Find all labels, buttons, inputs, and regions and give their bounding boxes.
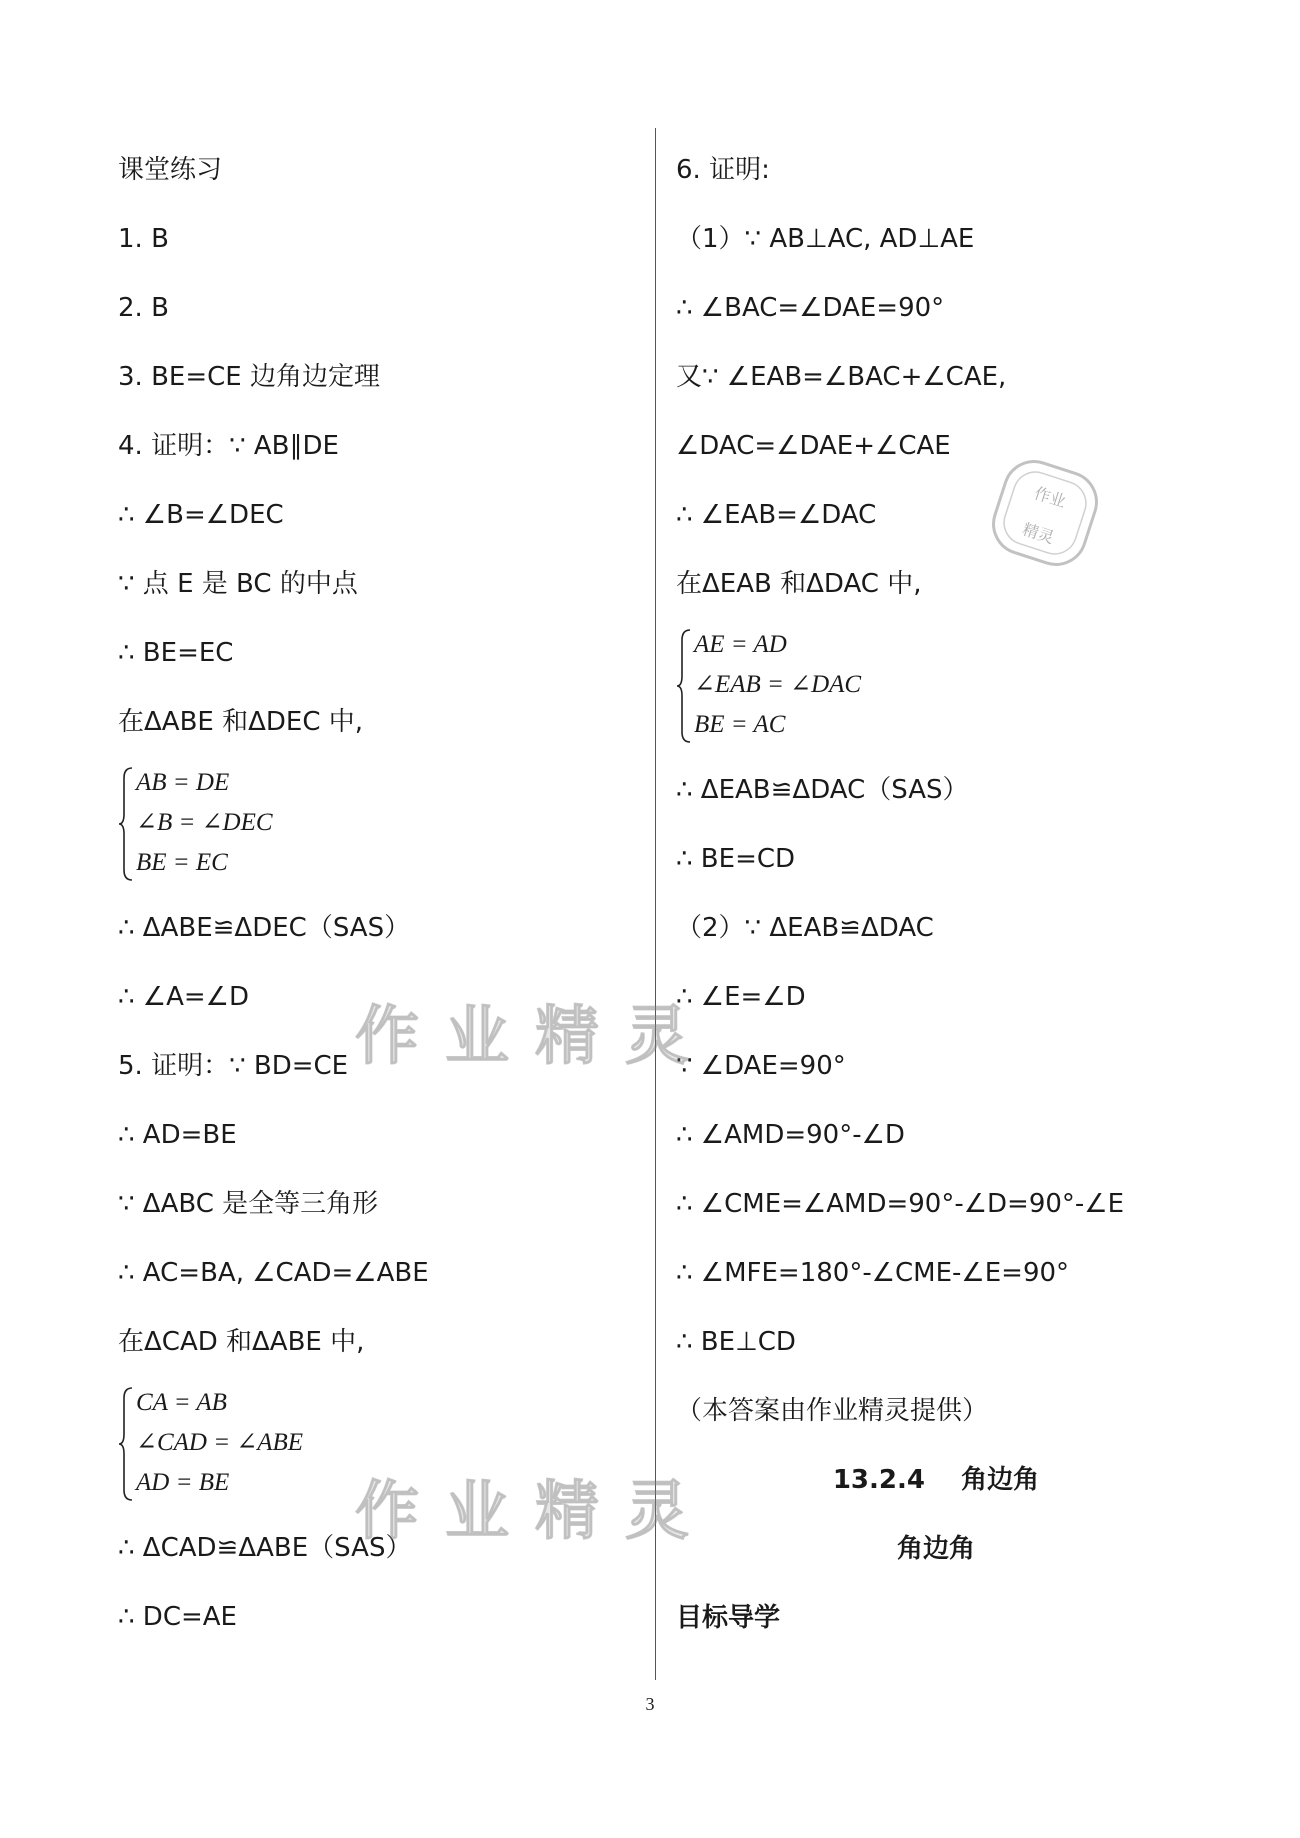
equation-line: AB = DE <box>136 769 230 796</box>
answer-line: 在ΔCAD 和ΔABE 中, <box>118 1327 365 1357</box>
section-heading: 课堂练习 <box>118 155 223 185</box>
equation-line: AE = AD <box>694 631 787 658</box>
equation-system <box>118 764 418 884</box>
brace-icon <box>676 626 694 746</box>
answer-line: （1）∵ AB⊥AC, AD⊥AE <box>676 224 975 254</box>
credit-line: （本答案由作业精灵提供） <box>676 1396 989 1426</box>
answer-line: ∴ ∠A=∠D <box>118 982 250 1012</box>
answer-line: 又∵ ∠EAB=∠BAC+∠CAE, <box>676 362 1007 392</box>
answer-line: ∴ ∠BAC=∠DAE=90° <box>676 293 945 323</box>
equation-line: AD = BE <box>136 1469 230 1496</box>
watermark: 作业精灵 <box>355 1000 715 1074</box>
answer-line: ∵ ΔABC 是全等三角形 <box>118 1189 379 1219</box>
equation-line: BE = EC <box>136 849 228 876</box>
answer-line: ∴ ∠B=∠DEC <box>118 500 284 530</box>
equation-line: CA = AB <box>136 1389 227 1416</box>
goal-heading: 目标导学 <box>676 1603 781 1633</box>
equation-system <box>676 626 976 746</box>
answer-line: ∴ ΔCAD≌ΔABE（SAS） <box>118 1533 412 1563</box>
answer-line: ∴ ∠EAB=∠DAC <box>676 500 877 530</box>
answer-line: ∴ BE⊥CD <box>676 1327 796 1357</box>
answer-line: （2）∵ ΔEAB≌ΔDAC <box>676 913 934 943</box>
equation-line: ∠CAD = ∠ABE <box>136 1429 304 1456</box>
answer-line: ∴ ∠MFE=180°-∠CME-∠E=90° <box>676 1258 1070 1288</box>
section-subtitle: 角边角 <box>896 1534 975 1564</box>
answer-line: ∵ ∠DAE=90° <box>676 1051 846 1081</box>
answer-line: 4. 证明：∵ AB∥DE <box>118 431 339 461</box>
equation-line: ∠EAB = ∠DAC <box>694 671 862 698</box>
answer-line: ∴ ΔEAB≌ΔDAC（SAS） <box>676 775 969 805</box>
answer-line: ∴ DC=AE <box>118 1602 237 1632</box>
svg-text:作业: 作业 <box>1031 483 1069 512</box>
answer-line: 3. BE=CE 边角边定理 <box>118 362 380 392</box>
answer-line: 1. B <box>118 224 169 254</box>
answer-line: ∠DAC=∠DAE+∠CAE <box>676 431 951 461</box>
answer-line: ∴ AD=BE <box>118 1120 237 1150</box>
answer-line: ∴ ∠CME=∠AMD=90°-∠D=90°-∠E <box>676 1189 1125 1219</box>
equation-line: ∠B = ∠DEC <box>136 809 273 836</box>
answer-line: ∴ BE=EC <box>118 638 234 668</box>
answer-line: 2. B <box>118 293 169 323</box>
brace-icon <box>118 764 136 884</box>
section-title: 13.2.4 角边角 <box>832 1465 1040 1495</box>
stamp-logo-icon <box>976 444 1115 583</box>
answer-line: 在ΔEAB 和ΔDAC 中, <box>676 569 922 599</box>
column-divider <box>655 128 656 1680</box>
answer-line: 在ΔABE 和ΔDEC 中, <box>118 707 364 737</box>
answer-line: ∴ AC=BA, ∠CAD=∠ABE <box>118 1258 429 1288</box>
answer-line: 5. 证明：∵ BD=CE <box>118 1051 349 1081</box>
answer-line: ∴ ∠AMD=90°-∠D <box>676 1120 905 1150</box>
answer-line: ∵ 点 E 是 BC 的中点 <box>118 569 358 599</box>
answer-line: 6. 证明: <box>676 155 770 185</box>
brace-icon <box>118 1384 136 1504</box>
answer-line: ∴ ΔABE≌ΔDEC（SAS） <box>118 913 411 943</box>
answer-line: ∴ ∠E=∠D <box>676 982 806 1012</box>
svg-text:精灵: 精灵 <box>1020 519 1057 548</box>
watermark: 作业精灵 <box>355 1475 715 1549</box>
page-number: 3 <box>645 1694 655 1714</box>
equation-line: BE = AC <box>694 711 786 738</box>
answer-line: ∴ BE=CD <box>676 844 796 874</box>
